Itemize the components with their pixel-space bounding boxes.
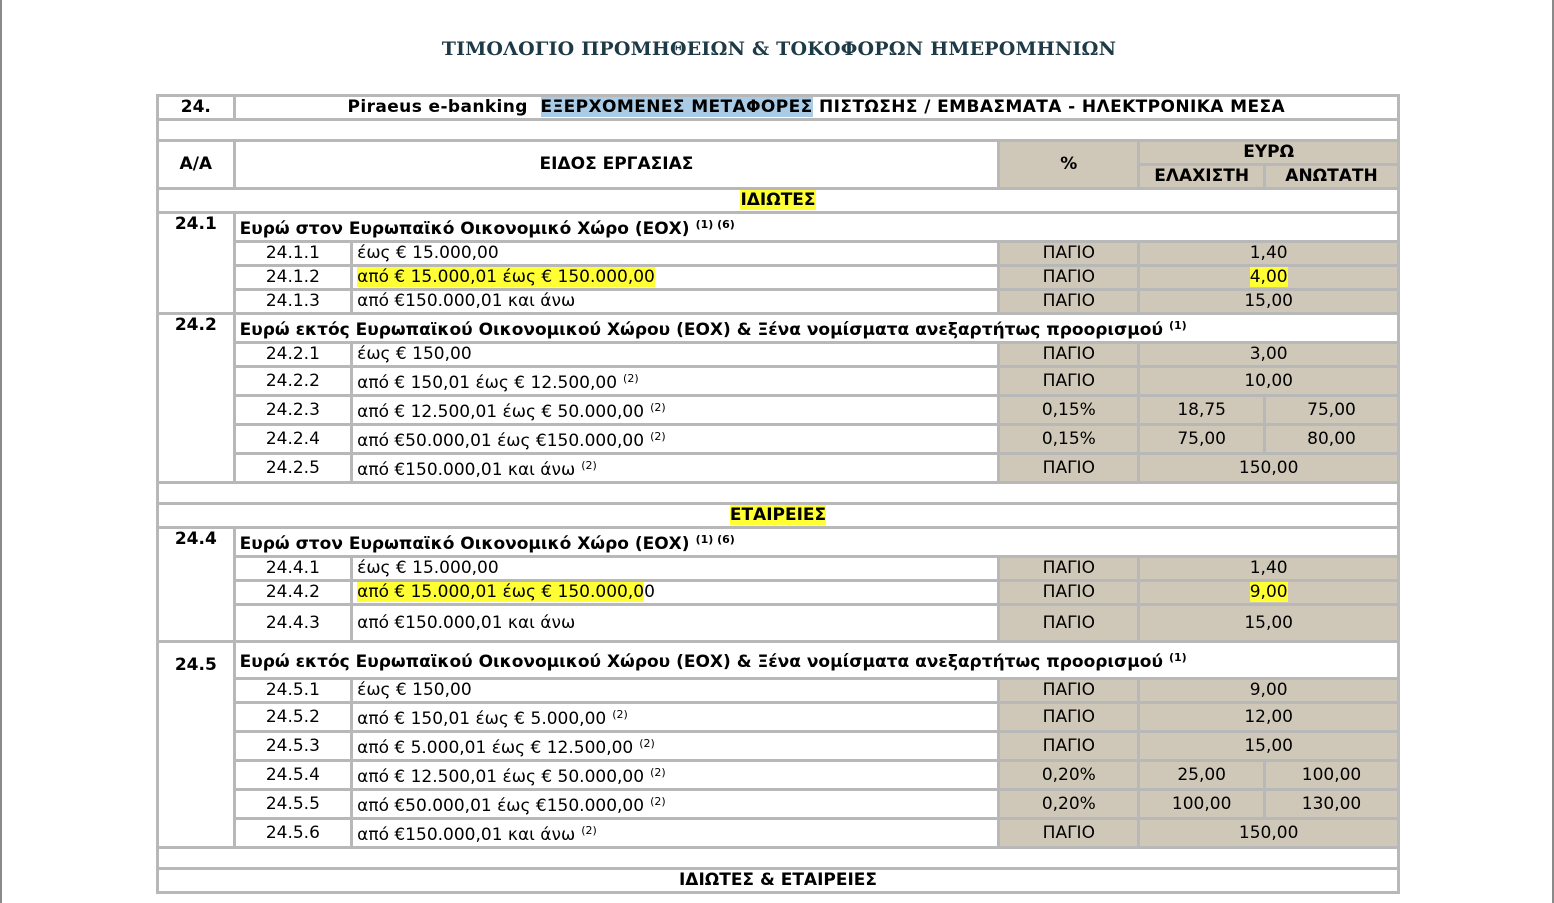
row-amount: 15,00 <box>1140 291 1397 312</box>
row-desc: από € 5.000,01 έως € 12.500,00 $^{(2)}$ <box>353 733 997 759</box>
row-desc: από €150.000,01 και άνω $^{(2)}$ <box>353 820 997 846</box>
header-min: ΕΛΑΧΙΣΤΗ <box>1140 166 1263 187</box>
row-amount: 1,40 <box>1140 558 1397 579</box>
table-row <box>159 344 1397 365</box>
row-pct: ΠΑΓΙΟ <box>1000 368 1137 394</box>
table-row <box>159 291 1397 312</box>
row-pct: ΠΑΓΙΟ <box>1000 680 1137 701</box>
row-pct: ΠΑΓΙΟ <box>1000 267 1137 288</box>
row-desc: από €150.000,01 και άνω <box>353 606 997 640</box>
row-desc: από € 12.500,01 έως € 50.000,00 $^{(2)}$ <box>353 762 997 788</box>
row-code: 24.4.1 <box>236 558 351 579</box>
row-min: 18,75 <box>1140 397 1263 423</box>
section-both-row <box>159 870 1397 891</box>
row-code: 24.5.5 <box>236 791 351 817</box>
row-max: 75,00 <box>1266 397 1397 423</box>
spacer-row <box>159 121 1397 139</box>
row-pct: ΠΑΓΙΟ <box>1000 606 1137 640</box>
group-row-24-1 <box>159 214 1397 240</box>
table-row <box>159 558 1397 579</box>
row-code: 24.1.2 <box>236 267 351 288</box>
header-max: ΑΝΩΤΑΤΗ <box>1266 166 1397 187</box>
row-pct: ΠΑΓΙΟ <box>1000 291 1137 312</box>
row-desc: από € 12.500,01 έως € 50.000,00 $^{(2)}$ <box>353 397 997 423</box>
row-amount: 150,00 <box>1140 455 1397 481</box>
row-desc: από € 150,01 έως € 12.500,00 $^{(2)}$ <box>353 368 997 394</box>
row-amount: 1,40 <box>1140 243 1397 264</box>
table-row <box>159 762 1397 788</box>
row-code: 24.1.3 <box>236 291 351 312</box>
row-pct: 0,15% <box>1000 426 1137 452</box>
row-code: 24.1.1 <box>236 243 351 264</box>
section-both: ΙΔΙΩΤΕΣ & ΕΤΑΙΡΕΙΕΣ <box>159 870 1397 891</box>
row-desc: από €50.000,01 έως €150.000,00 $^{(2)}$ <box>353 426 997 452</box>
spacer-row <box>159 849 1397 867</box>
row-min: 25,00 <box>1140 762 1263 788</box>
row-code: 24.2.5 <box>236 455 351 481</box>
row-pct: 0,20% <box>1000 791 1137 817</box>
table-row <box>159 368 1397 394</box>
section-individuals: ΙΔΙΩΤΕΣ <box>740 190 816 210</box>
table-row <box>159 426 1397 452</box>
section-header-row <box>159 97 1397 118</box>
row-pct: ΠΑΓΙΟ <box>1000 243 1137 264</box>
row-desc: από €50.000,01 έως €150.000,00 $^{(2)}$ <box>353 791 997 817</box>
highlighted-text: από € 15.000,01 έως € 150.000,00 <box>357 267 655 287</box>
fee-table <box>156 94 1400 894</box>
row-pct: 0,20% <box>1000 762 1137 788</box>
row-pct: ΠΑΓΙΟ <box>1000 455 1137 481</box>
row-amount: 10,00 <box>1140 368 1397 394</box>
header-percent: % <box>1000 142 1137 187</box>
row-desc <box>353 267 997 288</box>
group-label: Ευρώ εκτός Ευρωπαϊκού Οικονομικού Χώρου (ΕΟΧ) & Ξένα νομίσματα ανεξαρτήτως προορισμού $^{(1)}$ <box>236 643 1397 677</box>
group-label: Ευρώ εκτός Ευρωπαϊκού Οικονομικού Χώρου (ΕΟΧ) & Ξένα νομίσματα ανεξαρτήτως προορισμού $^{(1)}$ <box>236 315 1397 341</box>
highlighted-amount: 4,00 <box>1249 267 1288 287</box>
row-desc: έως € 150,00 <box>353 344 997 365</box>
highlighted-text: από € 15.000,01 έως € 150.000,0 <box>357 582 645 602</box>
section-number: 24. <box>159 97 233 118</box>
group-row-24-4 <box>159 529 1397 555</box>
group-code: 24.1 <box>159 214 233 312</box>
row-pct: ΠΑΓΙΟ <box>1000 582 1137 603</box>
row-pct: ΠΑΓΙΟ <box>1000 344 1137 365</box>
section-companies: ΕΤΑΙΡΕΙΕΣ <box>729 505 827 525</box>
group-label: Ευρώ στον Ευρωπαϊκό Οικονομικό Χώρο (ΕΟΧ) $^{(1) (6)}$ <box>236 529 1397 555</box>
row-desc: έως € 15.000,00 <box>353 558 997 579</box>
row-desc: έως € 15.000,00 <box>353 243 997 264</box>
row-desc: έως € 150,00 <box>353 680 997 701</box>
row-amount: 150,00 <box>1140 820 1397 846</box>
table-row <box>159 606 1397 640</box>
row-desc: από € 150,01 έως € 5.000,00 $^{(2)}$ <box>353 704 997 730</box>
table-row <box>159 820 1397 846</box>
row-amount: 12,00 <box>1140 704 1397 730</box>
spacer-row <box>159 484 1397 502</box>
header-aa: Α/Α <box>159 142 233 187</box>
header-type: ΕΙΔΟΣ ΕΡΓΑΣΙΑΣ <box>236 142 998 187</box>
highlighted-amount: 9,00 <box>1249 582 1288 602</box>
row-pct: ΠΑΓΙΟ <box>1000 558 1137 579</box>
row-amount: 9,00 <box>1140 680 1397 701</box>
row-code: 24.5.6 <box>236 820 351 846</box>
column-header-row <box>159 142 1397 163</box>
row-min: 75,00 <box>1140 426 1263 452</box>
table-row <box>159 582 1397 603</box>
row-amount: 15,00 <box>1140 606 1397 640</box>
group-code: 24.4 <box>159 529 233 640</box>
row-amount <box>1140 267 1397 288</box>
row-pct: 0,15% <box>1000 397 1137 423</box>
table-row <box>159 243 1397 264</box>
row-max: 100,00 <box>1266 762 1397 788</box>
table-row <box>159 397 1397 423</box>
row-desc: από € 15.000,01 έως € 150.000,00 <box>353 582 997 603</box>
selected-text: ΕΞΕΡΧΟΜΕΝΕΣ ΜΕΤΑΦΟΡΕΣ <box>540 97 813 117</box>
table-row <box>159 455 1397 481</box>
section-title: Piraeus e-banking ΕΞΕΡΧΟΜΕΝΕΣ ΜΕΤΑΦΟΡΕΣ ΠΙΣΤΩΣΗΣ / ΕΜΒΑΣΜΑΤΑ - ΗΛΕΚΤΡΟΝΙΚΑ ΜΕΣΑ <box>236 97 1397 118</box>
group-code: 24.2 <box>159 315 233 481</box>
table-row <box>159 680 1397 701</box>
row-pct: ΠΑΓΙΟ <box>1000 704 1137 730</box>
section-companies-row <box>159 505 1397 526</box>
group-code: 24.5 <box>159 643 233 846</box>
row-max: 130,00 <box>1266 791 1397 817</box>
table-row <box>159 791 1397 817</box>
row-code: 24.4.3 <box>236 606 351 640</box>
row-code: 24.5.3 <box>236 733 351 759</box>
row-pct: ΠΑΓΙΟ <box>1000 733 1137 759</box>
row-code: 24.4.2 <box>236 582 351 603</box>
group-row-24-2 <box>159 315 1397 341</box>
row-code: 24.5.4 <box>236 762 351 788</box>
group-label: Ευρώ στον Ευρωπαϊκό Οικονομικό Χώρο (ΕΟΧ) $^{(1) (6)}$ <box>236 214 1397 240</box>
row-max: 80,00 <box>1266 426 1397 452</box>
row-code: 24.2.2 <box>236 368 351 394</box>
row-desc: από €150.000,01 και άνω <box>353 291 997 312</box>
row-code: 24.2.1 <box>236 344 351 365</box>
group-row-24-5 <box>159 643 1397 677</box>
row-amount: 3,00 <box>1140 344 1397 365</box>
row-amount <box>1140 582 1397 603</box>
document-title: ΤΙΜΟΛΟΓΙΟ ΠΡΟΜΗΘΕΙΩΝ & ΤΟΚΟΦΟΡΩΝ ΗΜΕΡΟΜΗΝΙΩΝ <box>441 38 1117 60</box>
row-code: 24.5.2 <box>236 704 351 730</box>
row-code: 24.5.1 <box>236 680 351 701</box>
row-desc: από €150.000,01 και άνω $^{(2)}$ <box>353 455 997 481</box>
row-pct: ΠΑΓΙΟ <box>1000 820 1137 846</box>
header-euro: ΕΥΡΩ <box>1140 142 1397 163</box>
table-row <box>159 267 1397 288</box>
table-row <box>159 733 1397 759</box>
row-min: 100,00 <box>1140 791 1263 817</box>
section-individuals-row <box>159 190 1397 211</box>
row-code: 24.2.4 <box>236 426 351 452</box>
row-code: 24.2.3 <box>236 397 351 423</box>
row-amount: 15,00 <box>1140 733 1397 759</box>
table-row <box>159 704 1397 730</box>
